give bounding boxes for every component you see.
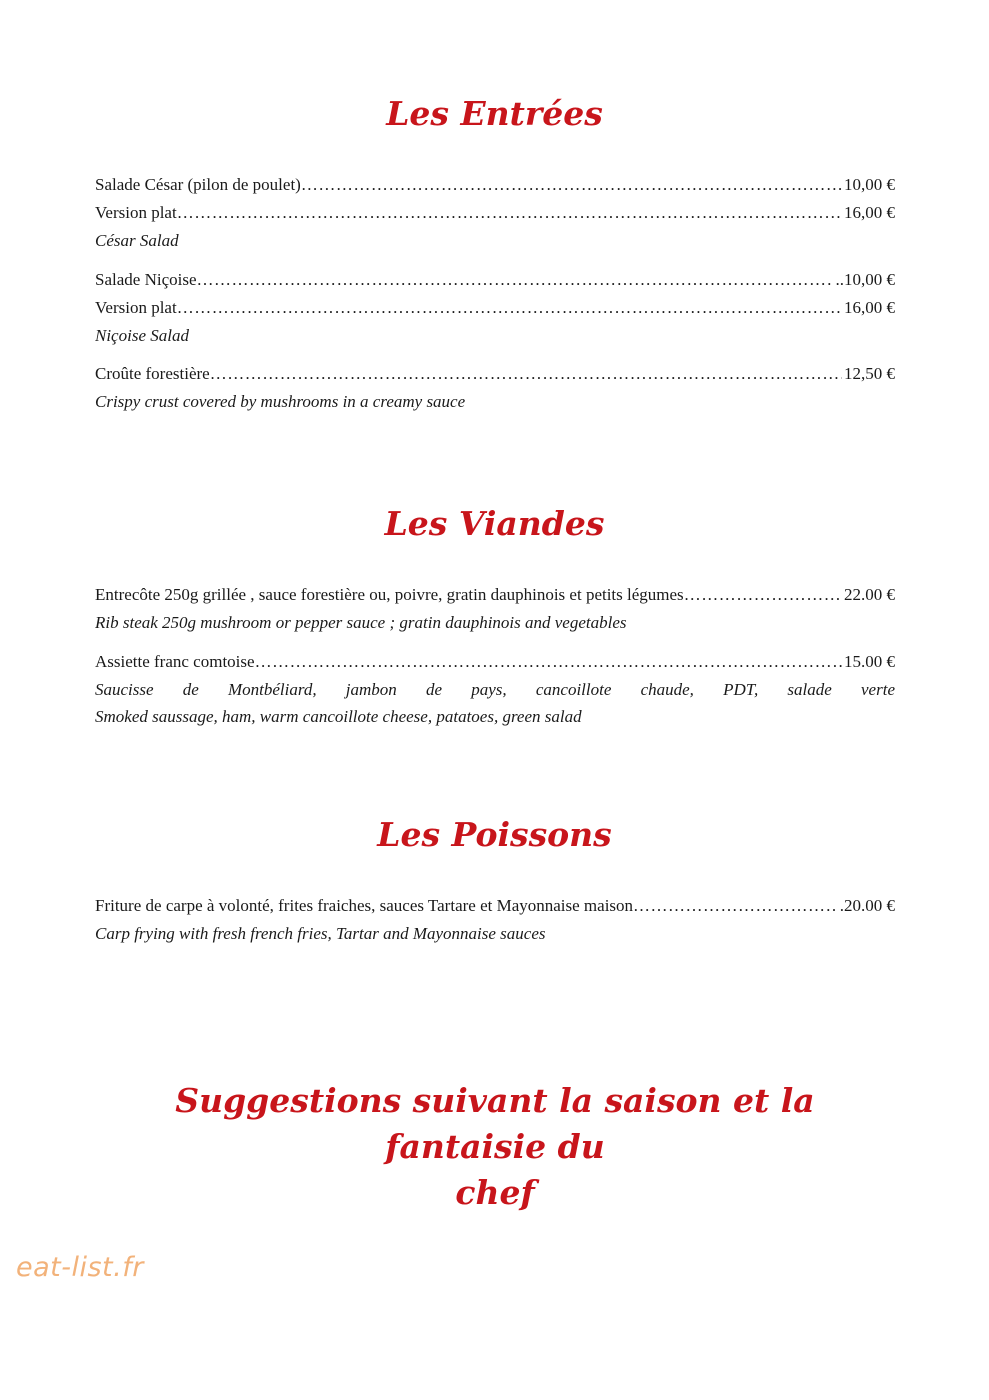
item-name: Salade Niçoise [95, 270, 197, 289]
item-price: 16,00 € [844, 203, 895, 222]
item-description: Rib steak 250g mushroom or pepper sauce ; gratin dauphinois and vegetables [95, 613, 627, 632]
dot-leader [301, 174, 842, 196]
dot-leader [684, 584, 842, 606]
item-description: Saucisse de Montbéliard, jambon de pays, cancoillote chaude, PDT, salade verte [95, 680, 895, 699]
dot-leader [210, 363, 842, 385]
dot-leader [177, 202, 842, 224]
watermark-logo: eat-list.fr [16, 1252, 144, 1283]
item-name: Entrecôte 250g grillée , sauce forestière ou, poivre, gratin dauphinois et petits légumes [95, 585, 684, 604]
menu-item-croute-forestiere [95, 363, 895, 385]
item-name: Version plat [95, 298, 177, 317]
section-title-poissons: Les Poissons [377, 815, 612, 854]
dot-leader [197, 269, 834, 291]
suggestions-line-1: Suggestions suivant la saison et la fantaisie du [175, 1081, 815, 1166]
section-title-viandes: Les Viandes [384, 504, 605, 543]
dot-leader [177, 297, 842, 319]
item-price: 15.00 € [844, 652, 895, 671]
item-name: Assiette franc comtoise [95, 652, 255, 671]
dot-leader [633, 895, 838, 917]
item-description: Carp frying with fresh french fries, Tartar and Mayonnaise sauces [95, 924, 546, 943]
item-name: Version plat [95, 203, 177, 222]
section-title-entrees: Les Entrées [386, 94, 603, 133]
item-description: Crispy crust covered by mushrooms in a creamy sauce [95, 392, 466, 411]
item-price: ..10,00 € [835, 270, 895, 289]
item-price: 12,50 € [844, 364, 895, 383]
item-description: César Salad [95, 231, 179, 250]
menu-item-cesar-version-plat [95, 202, 895, 224]
suggestions-line-2: chef [455, 1173, 535, 1212]
menu-item-entrecote [95, 584, 895, 606]
menu-item-friture-de-carpe [95, 895, 895, 917]
item-price: 22.00 € [844, 585, 895, 604]
item-price: .20.00 € [839, 896, 895, 915]
item-name: Friture de carpe à volonté, frites fraiches, sauces Tartare et Mayonnaise maison [95, 896, 634, 915]
suggestions-heading [90, 1078, 900, 1216]
item-name: Croûte forestière [95, 364, 210, 383]
menu-item-salade-nicoise [95, 269, 895, 291]
dot-leader [255, 651, 842, 673]
item-description: Smoked saussage, ham, warm cancoillote cheese, patatoes, green salad [95, 707, 582, 726]
menu-item-salade-cesar [95, 174, 895, 196]
item-description: Niçoise Salad [95, 326, 189, 345]
item-name: Salade César (pilon de poulet) [95, 175, 301, 194]
item-price: 10,00 € [844, 175, 895, 194]
item-price: 16,00 € [844, 298, 895, 317]
menu-item-nicoise-version-plat [95, 297, 895, 319]
menu-item-assiette-franc-comtoise [95, 651, 895, 673]
